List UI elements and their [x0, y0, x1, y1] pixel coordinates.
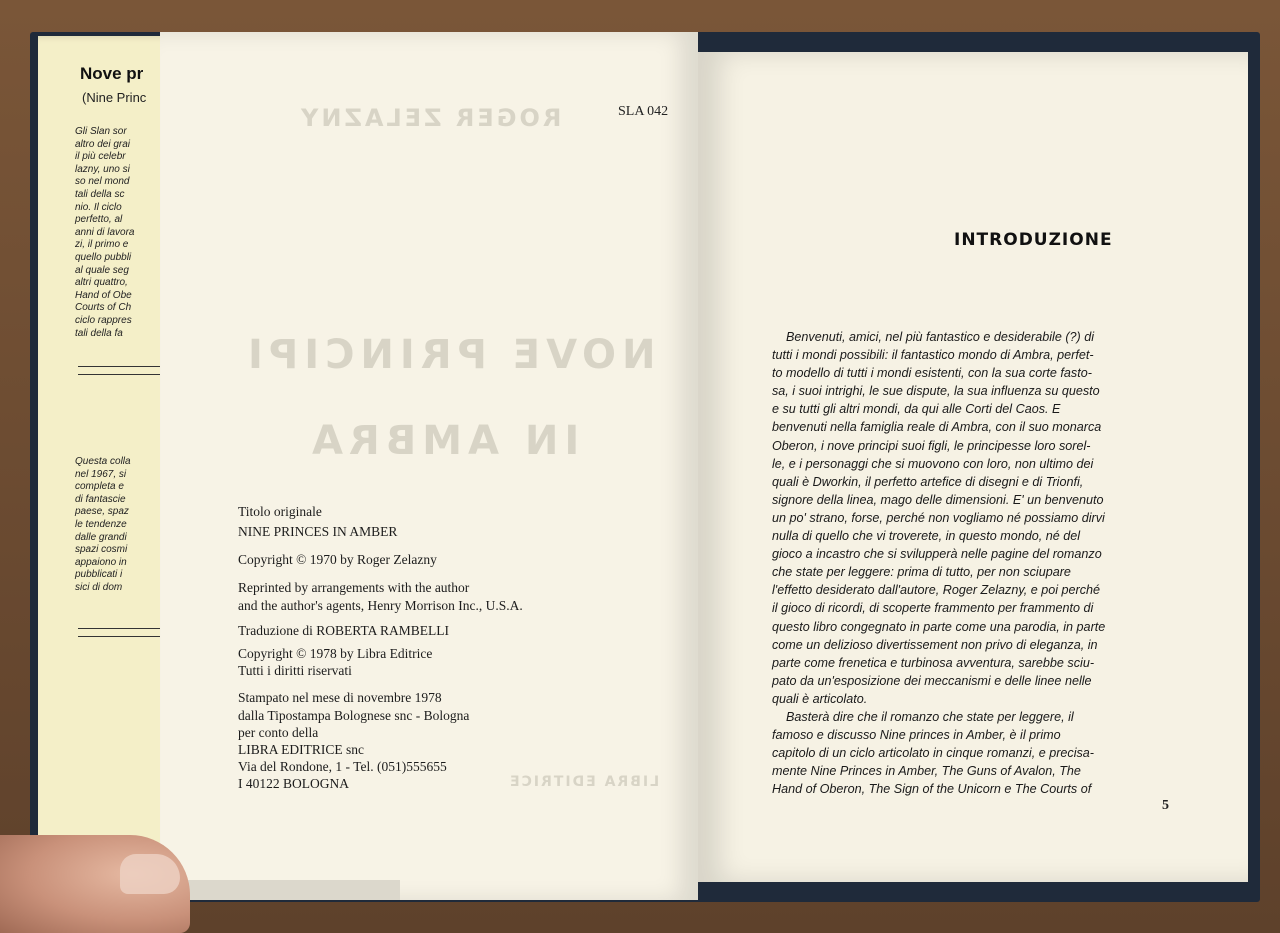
imprint-line: Stampato nel mese di novembre 1978 — [238, 690, 442, 705]
flap-paragraph-2: Questa colla nel 1967, si completa e di fantascie paese, spaz le tendenze dalle grandi spazi cosmi appaiono in pubblicati i sici di dom — [75, 456, 131, 593]
body-line: Oberon, i nove principi suoi figli, le principesse loro sorel- — [772, 438, 1091, 453]
body-line: benvenuti nella famiglia reale di Ambra, con il suo monarca — [772, 420, 1102, 435]
imprint-line: Copyright © 1970 by Roger Zelazny — [238, 552, 437, 567]
flap-subtitle: (Nine Princ — [82, 90, 147, 105]
body-line: mente Nine Princes in Amber, The Guns of Avalon, The — [772, 764, 1081, 779]
imprint-line: per conto della — [238, 725, 319, 740]
body-line: to modello di tutti i mondi esistenti, con la sua corte fasto- — [772, 366, 1092, 381]
body-line: e su tutti gli altri mondi, da qui alle Corti del Caos. E — [772, 402, 1061, 417]
body-line: pato da un'esposizione dei meccanismi e delle linee nelle — [772, 673, 1092, 688]
imprint-line: LIBRA EDITRICE snc — [238, 742, 364, 757]
imprint-line: dalla Tipostampa Bolognese snc - Bologna — [238, 708, 470, 723]
introduction-body — [772, 328, 1172, 798]
left-page — [160, 32, 698, 900]
body-line: famoso e discusso Nine princes in Amber, è il primo — [772, 728, 1061, 743]
imprint-line: and the author's agents, Henry Morrison Inc., U.S.A. — [238, 598, 523, 613]
right-page — [698, 52, 1248, 882]
series-code: SLA 042 — [618, 104, 669, 119]
body-line: Hand of Oberon, The Sign of the Unicorn e The Courts of — [772, 782, 1092, 797]
introduction-heading: INTRODUZIONE — [954, 230, 1113, 250]
imprint-line: I 40122 BOLOGNA — [238, 776, 349, 791]
page-number: 5 — [1162, 798, 1169, 813]
body-line: come un delizioso divertissement non privo di eleganza, in — [772, 637, 1098, 652]
page-edge — [180, 880, 400, 900]
body-line: tutti i mondi possibili: il fantastico mondo di Ambra, perfet- — [772, 348, 1094, 363]
show-through-publisher: LIBRA EDITRICE — [508, 774, 660, 790]
thumbnail-nail — [120, 854, 180, 894]
body-line: signore della linea, mago delle dimensioni. E' un benvenuto — [772, 492, 1104, 507]
imprint-line: Titolo originale — [238, 504, 322, 519]
imprint-line: Reprinted by arrangements with the author — [238, 580, 470, 595]
body-line: sa, i suoi intrighi, le sue dispute, la sua influenza su questo — [772, 384, 1100, 399]
body-line: quali è articolato. — [772, 691, 868, 706]
imprint-line: Via del Rondone, 1 - Tel. (051)555655 — [238, 759, 447, 774]
body-line: nulla di quello che vi troverete, in questo mondo, né del — [772, 529, 1081, 544]
body-line: che state per leggere: prima di tutto, per non sciupare — [772, 565, 1071, 580]
body-line: quali è Dworkin, il perfetto artefice di disegni e di Trionfi, — [772, 474, 1084, 489]
body-line: capitolo di un ciclo articolato in cinque romanzi, e precisa- — [772, 746, 1095, 761]
body-line: l'effetto desiderato dall'autore, Roger Zelazny, e poi perché — [772, 583, 1101, 598]
body-line: un po' strano, forse, perché non vogliamo né possiamo dirvi — [772, 510, 1105, 525]
body-line: parte come frenetica e turbinosa avventura, sarebbe sciu- — [772, 655, 1095, 670]
show-through-title-line-1: NOVE PRINCIPI — [242, 332, 656, 378]
body-line: Basterà dire che il romanzo che state per leggere, il — [786, 709, 1074, 724]
body-line: gioco a incastro che si svilupperà nelle pagine del romanzo — [772, 547, 1102, 562]
imprint-line: NINE PRINCES IN AMBER — [238, 524, 398, 539]
show-through-author: ROGER ZELAZNY — [298, 104, 562, 132]
imprint-line: Copyright © 1978 by Libra Editrice — [238, 646, 433, 661]
body-line: il gioco di ricordi, di scoperte frammento per frammento di — [772, 601, 1094, 616]
show-through-title-line-2: IN AMBRA — [306, 418, 580, 464]
body-line: le, e i personaggi che si muovono con loro, non ultimo dei — [772, 456, 1094, 471]
imprint-line: Traduzione di ROBERTA RAMBELLI — [238, 623, 449, 638]
flap-title: Nove pr — [80, 64, 144, 83]
flap-paragraph-1: Gli Slan sor altro dei grai il più celebr lazny, uno si so nel mond tali della sc nio. Il ciclo perfetto, al anni di lavora zi, il primo e quello pubbli al quale seg altri quattro, Hand of Obe Courts of Ch ciclo rappres tali della fa — [75, 126, 135, 339]
body-line: Benvenuti, amici, nel più fantastico e desiderabile (?) di — [786, 330, 1095, 344]
body-line: questo libro congegnato in parte come una parodia, in parte — [772, 619, 1106, 634]
imprint-line: Tutti i diritti riservati — [238, 663, 352, 678]
